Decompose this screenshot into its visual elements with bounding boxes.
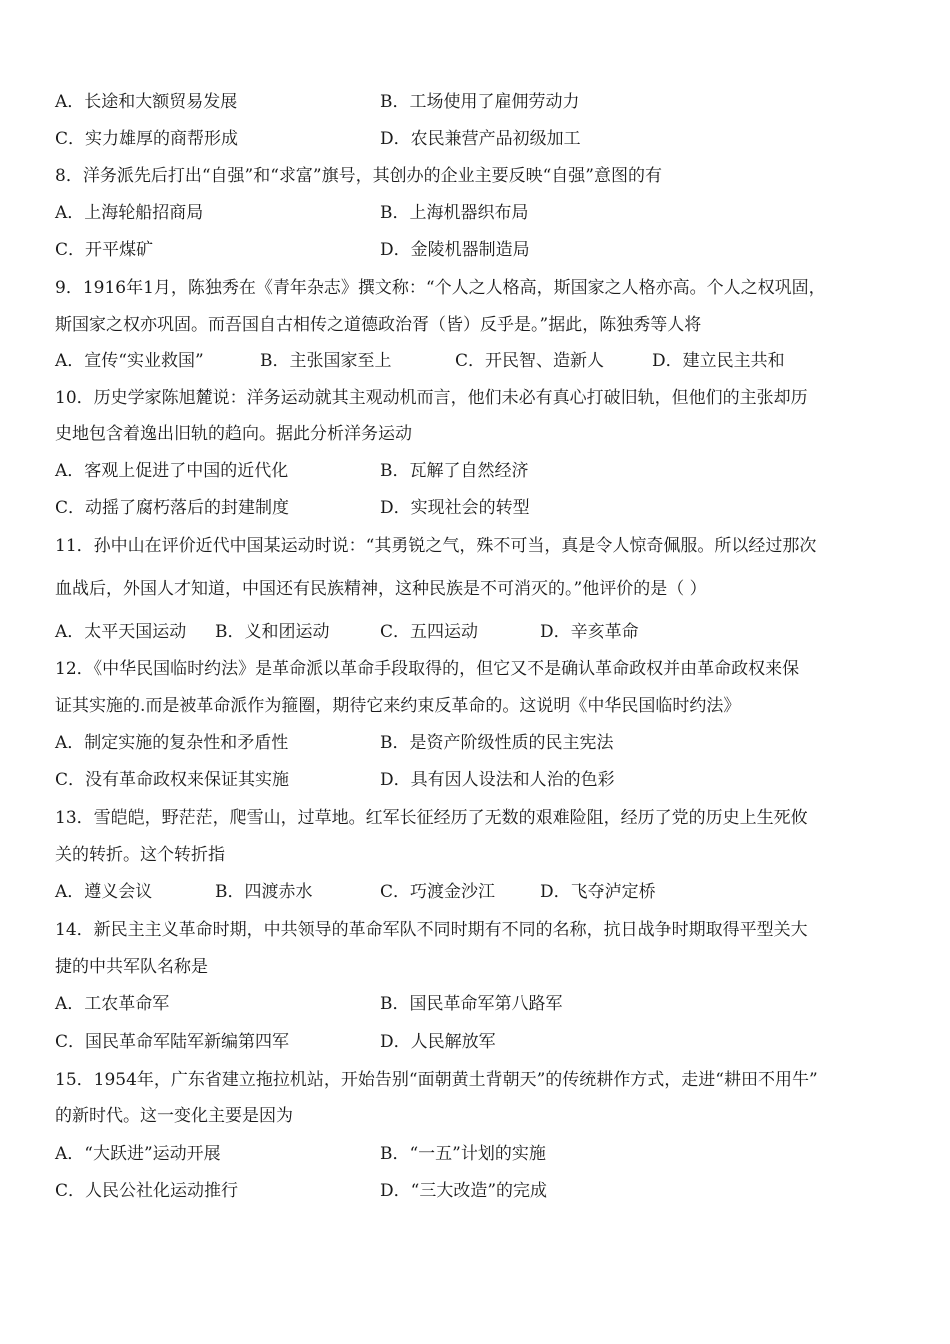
- q10-option-a: A．客观上促进了中国的近代化: [55, 461, 289, 481]
- q10-stem-line-1: 10．历史学家陈旭麓说：洋务运动就其主观动机而言，他们未必有真心打破旧轨，但他们的主张却历: [55, 388, 808, 408]
- q13-option-c: C．巧渡金沙江: [380, 882, 496, 902]
- q10-stem-line-2: 史地包含着逸出旧轨的趋向。据此分析洋务运动: [55, 424, 412, 444]
- q12-option-b: B．是资产阶级性质的民主宪法: [380, 733, 614, 753]
- q9-stem-line-1: 9．1916年1月，陈独秀在《青年杂志》撰文称：“个人之人格高，斯国家之人格亦高。个人之权巩固，: [55, 278, 826, 298]
- q10-option-d: D．实现社会的转型: [380, 498, 530, 518]
- q15-stem-line-1: 15．1954年，广东省建立拖拉机站，开始告别“面朝黄土背朝天”的传统耕作方式，走进“耕田不用牛”: [55, 1070, 818, 1090]
- q14-stem-line-1: 14．新民主主义革命时期，中共领导的革命军队不同时期有不同的名称，抗日战争时期取得平型关大: [55, 920, 808, 940]
- q10-option-b: B．瓦解了自然经济: [380, 461, 529, 481]
- q15-option-d: D．“三大改造”的完成: [380, 1181, 548, 1201]
- q9-stem-line-2: 斯国家之权亦巩固。而吾国自古相传之道德政治胥（皆）反乎是。”据此，陈独秀等人将: [55, 315, 702, 335]
- q9-option-a: A．宣传“实业救国”: [55, 351, 204, 371]
- q8-option-c: C．开平煤矿: [55, 240, 154, 260]
- q7-option-c: C．实力雄厚的商帮形成: [55, 129, 239, 149]
- q13-option-b: B．四渡赤水: [215, 882, 313, 902]
- q12-option-c: C．没有革命政权来保证其实施: [55, 770, 290, 790]
- q11-option-b: B．义和团运动: [215, 622, 330, 642]
- q7-option-d: D．农民兼营产品初级加工: [380, 129, 581, 149]
- q14-option-a: A．工农革命军: [55, 994, 170, 1014]
- q14-option-d: D．人民解放军: [380, 1032, 496, 1052]
- q9-option-c: C．开民智、造新人: [455, 351, 605, 371]
- q12-option-a: A．制定实施的复杂性和矛盾性: [55, 733, 289, 753]
- q14-option-c: C．国民革命军陆军新编第四军: [55, 1032, 290, 1052]
- q11-stem-line-1: 11．孙中山在评价近代中国某运动时说：“其勇锐之气，殊不可当，真是令人惊奇佩服。所以经过那次: [55, 536, 817, 556]
- q7-option-a: A．长途和大额贸易发展: [55, 92, 238, 112]
- q13-option-d: D．飞夺泸定桥: [540, 882, 656, 902]
- q9-option-b: B．主张国家至上: [260, 351, 392, 371]
- q15-option-b: B．“一五”计划的实施: [380, 1144, 546, 1164]
- q14-option-b: B．国民革命军第八路军: [380, 994, 563, 1014]
- q7-option-b: B．工场使用了雇佣劳动力: [380, 92, 580, 112]
- q15-option-a: A．“大跃进”运动开展: [55, 1144, 221, 1164]
- q12-stem-line-2: 证其实施的.而是被革命派作为箍圈，期待它来约束反革命的。这说明《中华民国临时约法》: [55, 696, 741, 716]
- q11-option-a: A．太平天国运动: [55, 622, 187, 642]
- q15-stem-line-2: 的新时代。这一变化主要是因为: [55, 1106, 293, 1126]
- q12-stem-line-1: 12．《中华民国临时约法》是革命派以革命手段取得的，但它又不是确认革命政权并由革命政权来保: [55, 659, 800, 679]
- q13-option-a: A．遵义会议: [55, 882, 153, 902]
- q15-option-c: C．人民公社化运动推行: [55, 1181, 239, 1201]
- q8-option-b: B．上海机器织布局: [380, 203, 529, 223]
- q11-option-c: C．五四运动: [380, 622, 479, 642]
- q8-option-d: D．金陵机器制造局: [380, 240, 530, 260]
- q13-stem-line-1: 13．雪皑皑，野茫茫，爬雪山，过草地。红军长征经历了无数的艰难险阻，经历了党的历史上生死攸: [55, 808, 808, 828]
- q8-stem: 8．洋务派先后打出“自强”和“求富”旗号，其创办的企业主要反映“自强”意图的有: [55, 166, 662, 186]
- q10-option-c: C．动摇了腐朽落后的封建制度: [55, 498, 290, 518]
- q12-option-d: D．具有因人设法和人治的色彩: [380, 770, 615, 790]
- q11-stem-line-2: 血战后，外国人才知道，中国还有民族精神，这种民族是不可消灭的。”他评价的是（ ）: [55, 579, 707, 599]
- q13-stem-line-2: 关的转折。这个转折指: [55, 845, 225, 865]
- q8-option-a: A．上海轮船招商局: [55, 203, 204, 223]
- q9-option-d: D．建立民主共和: [652, 351, 785, 371]
- q11-option-d: D．辛亥革命: [540, 622, 639, 642]
- q14-stem-line-2: 捷的中共军队名称是: [55, 957, 208, 977]
